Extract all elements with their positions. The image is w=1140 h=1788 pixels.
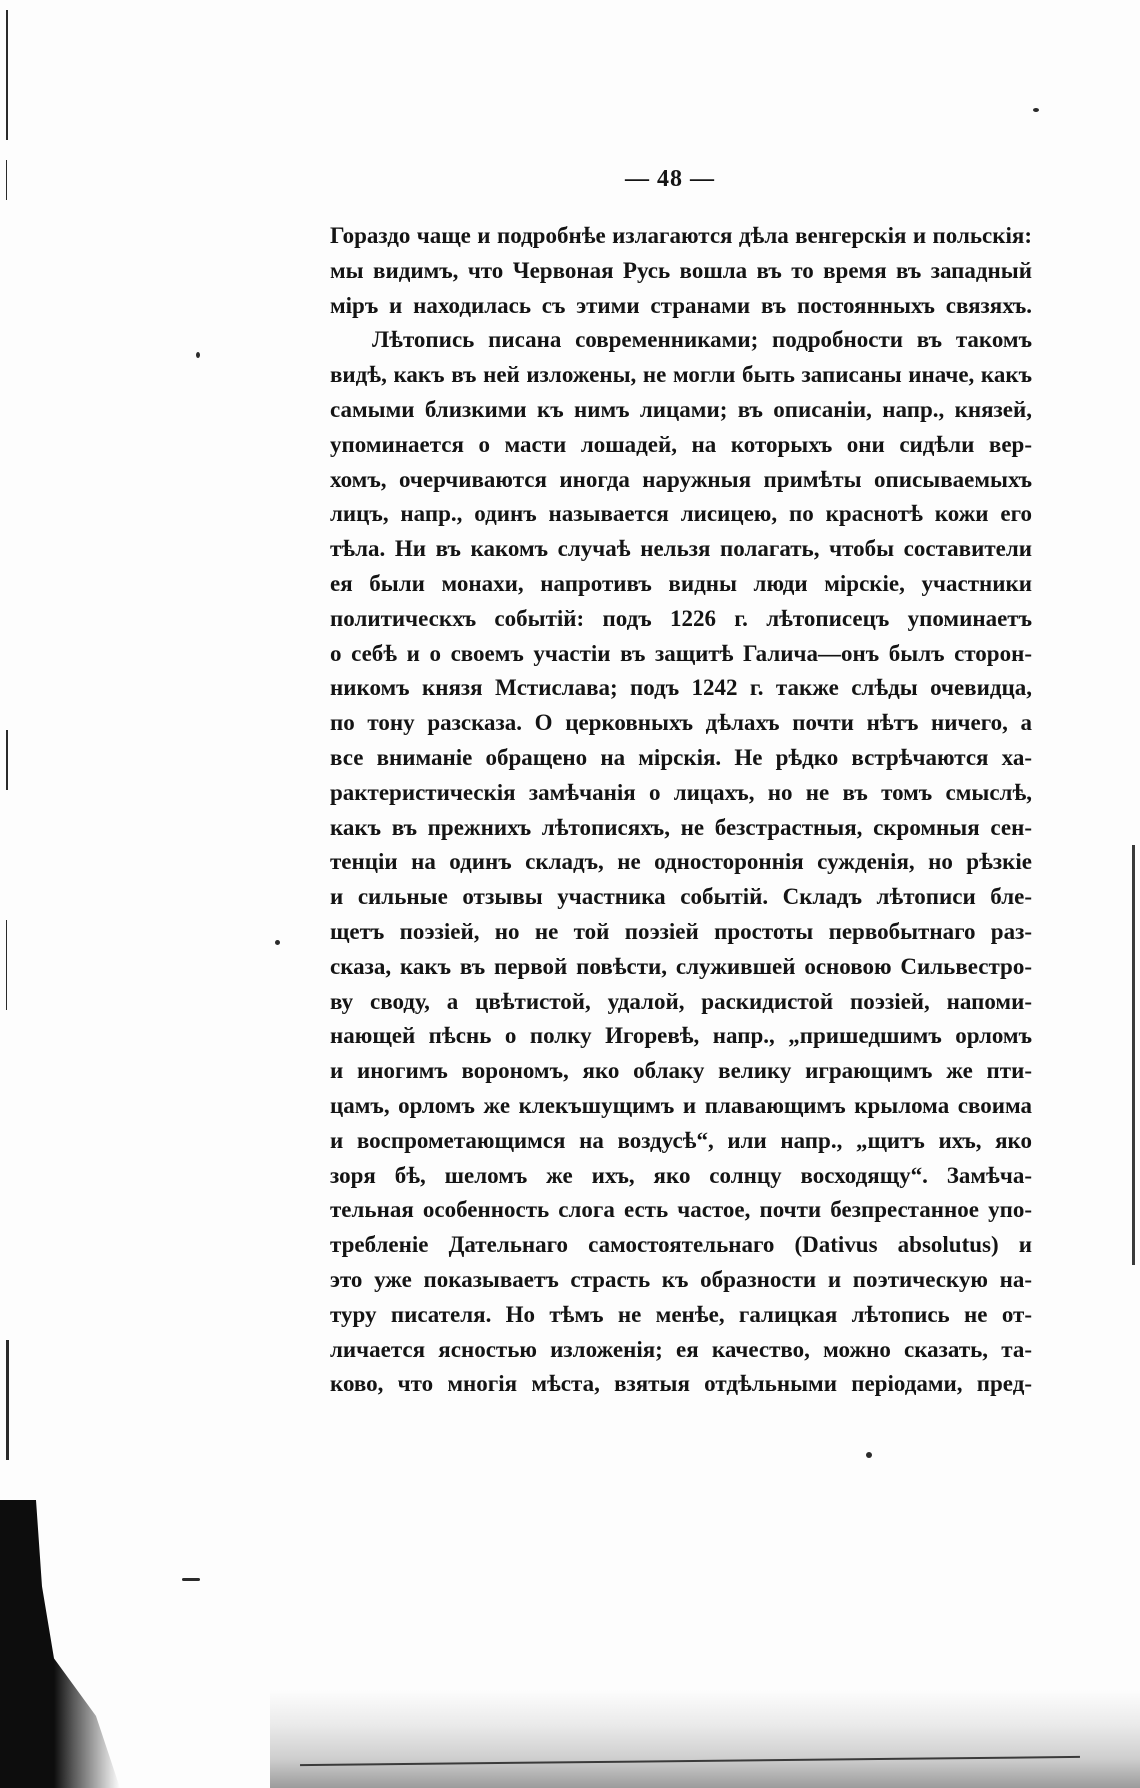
text-line: все вниманіе обращено на мірскія. Не рѣдко встрѣчаются ха- xyxy=(330,744,1032,770)
binding-rule xyxy=(6,1340,9,1460)
text-line: ея были монахи, напротивъ видны люди мірскіе, участники xyxy=(330,570,1032,596)
text-line: мы видимъ, что Червоная Русь вошла въ то время въ западный xyxy=(330,257,1032,283)
text-line: требленіе Дательнаго самостоятельнаго (Dativus absolutus) и xyxy=(330,1232,1032,1258)
text-line: упоминается о масти лошадей, на которыхъ они сидѣли вер- xyxy=(330,431,1032,457)
text-line: сказа, какъ въ первой повѣсти, служившей основою Сильвестро- xyxy=(330,953,1032,979)
text-line: видѣ, какъ въ ней изложены, не могли быть записаны иначе, какъ xyxy=(330,362,1032,388)
text-line: тельная особенность слога есть частое, почти безпрестанное упо- xyxy=(330,1197,1032,1223)
text-line: какъ въ прежнихъ лѣтописяхъ, не безстрастныя, скромныя сен- xyxy=(330,814,1032,840)
binding-rule xyxy=(6,920,7,1010)
scan-speck xyxy=(196,352,200,358)
text-line: самыми близкими къ нимъ лицами; въ описаніи, напр., князей, xyxy=(330,396,1032,422)
scan-speck xyxy=(182,1578,200,1581)
text-line: щетъ поэзіей, но не той поэзіей простоты первобытнаго раз- xyxy=(330,918,1032,944)
text-line: и воспрометающимся на воздусѣ“, или напр., „щитъ ихъ, яко xyxy=(330,1127,1032,1153)
binding-rule xyxy=(6,730,8,790)
text-line: цамъ, орломъ же клекъшущимъ и плавающимъ крылома своима xyxy=(330,1092,1032,1118)
text-line: хомъ, очерчиваются иногда наружныя примѣты описываемыхъ xyxy=(330,466,1032,492)
text-line: ково, что многія мѣста, взятыя отдѣльными періодами, пред- xyxy=(330,1371,1032,1397)
text-line: тѣла. Ни въ какомъ случаѣ нельзя полагать, чтобы составители xyxy=(330,536,1032,562)
scan-speck xyxy=(275,940,280,945)
text-line: и сильные отзывы участника событій. Складъ лѣтописи бле- xyxy=(330,884,1032,910)
text-line: это уже показываетъ страсть къ образности и поэтическую на- xyxy=(330,1266,1032,1292)
text-line: и иногимъ ворономъ, яко облаку велику играющимъ же пти- xyxy=(330,1058,1032,1084)
text-line: ву своду, а цвѣтистой, удалой, раскидистой поэзіей, напоми- xyxy=(330,988,1032,1014)
text-line: Лѣтопись писана современниками; подробности въ такомъ xyxy=(372,327,1032,353)
scan-speck xyxy=(866,1452,872,1458)
binding-edge-shadow xyxy=(0,0,24,1788)
text-line: политическхъ событій: подъ 1226 г. лѣтописецъ упоминаетъ xyxy=(330,605,1032,631)
binding-blot xyxy=(0,1500,120,1788)
body-text xyxy=(330,219,1032,1402)
page-number: — 48 — xyxy=(625,166,715,192)
bottom-scan-artifact xyxy=(270,1690,1140,1788)
text-line: нающей пѣснь о полку Игоревѣ, напр., „пришедшимъ орломъ xyxy=(330,1023,1032,1049)
text-line: міръ и находилась съ этими странами въ постоянныхъ связяхъ. xyxy=(330,292,1032,318)
scan-streak xyxy=(300,1756,1080,1766)
scan-speck xyxy=(1033,108,1039,112)
text-line: Гораздо чаще и подробнѣе излагаются дѣла венгерскія и польскія: xyxy=(330,223,1032,248)
right-edge-rule xyxy=(1132,845,1135,1265)
binding-rule xyxy=(6,10,8,140)
text-line: зоря бѣ, шеломъ же ихъ, яко солнцу восходящу“. Замѣча- xyxy=(330,1162,1032,1188)
text-line: туру писателя. Но тѣмъ не менѣе, галицкая лѣтопись не от- xyxy=(330,1301,1032,1327)
text-line: рактеристическія замѣчанія о лицахъ, но не въ томъ смыслѣ, xyxy=(330,779,1032,805)
text-line: лицъ, напр., одинъ называется лисицею, по краснотѣ кожи его xyxy=(330,501,1032,527)
text-line: по тону разсказа. О церковныхъ дѣлахъ почти нѣтъ ничего, а xyxy=(330,710,1032,736)
text-line: о себѣ и о своемъ участіи въ защитѣ Галича—онъ былъ сторон- xyxy=(330,640,1032,666)
text-line: тенціи на одинъ складъ, не одностороннія сужденія, но рѣзкіе xyxy=(330,849,1032,875)
text-line: никомъ князя Мстислава; подъ 1242 г. также слѣды очевидца, xyxy=(330,675,1032,701)
binding-rule xyxy=(6,160,7,200)
text-line: личается ясностью изложенія; ея качество, можно сказать, та- xyxy=(330,1336,1032,1362)
